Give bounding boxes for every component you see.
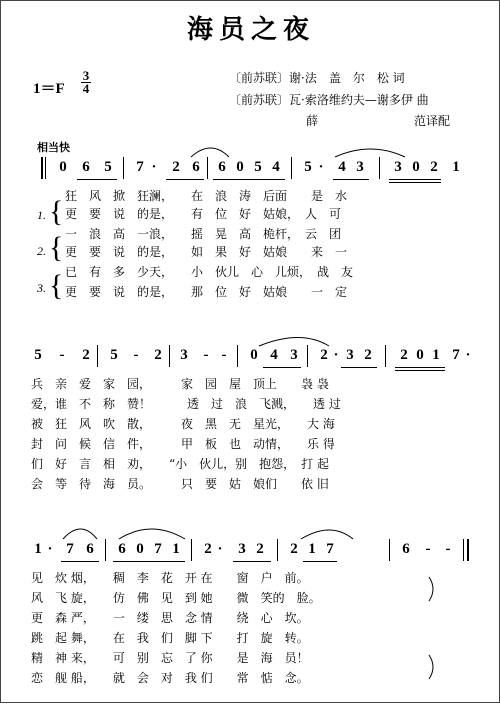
- note: 3: [180, 347, 188, 363]
- lyric-line: 狂 风 掀 狂澜， 在 浪 涛 后面 是 水: [65, 189, 348, 203]
- slurs: [1, 1, 500, 704]
- note: 0: [59, 159, 67, 175]
- note: 2: [172, 159, 180, 175]
- note: 5: [110, 347, 118, 363]
- dash: -: [445, 541, 451, 557]
- lyric-line: 兵 亲 爱 家 园， 家 园 屋 顶上 袅 袅: [31, 377, 329, 391]
- translator-credit: 薛 范译配: [306, 114, 451, 128]
- note: 2: [430, 159, 438, 175]
- lyric-line: 爱，谁 不 称 赞！ 透 过 浪 飞溅， 透 过: [31, 397, 341, 411]
- note: 3: [394, 159, 402, 175]
- note: 2: [204, 541, 212, 557]
- dash: -: [221, 347, 227, 363]
- composer-credit: 〔前苏联〕瓦·索洛维约夫—谢多伊 曲: [229, 93, 429, 107]
- verse-number: 1.: [37, 208, 46, 222]
- note: 0: [250, 347, 258, 363]
- note: 7: [66, 541, 74, 557]
- note: 2: [256, 541, 264, 557]
- brace: {: [49, 231, 64, 264]
- lyric-line: 恋 舰 船， 就 会 对 我 们 常 惦 念。: [31, 671, 309, 685]
- note: 4: [338, 159, 346, 175]
- lyric-line: 更 要 说 的是， 那 位 好 姑娘 一 定: [65, 285, 348, 299]
- note: 0: [136, 541, 144, 557]
- lyric-line: 被 狂 风 吹 散， 夜 黑 无 星光， 大 海: [31, 417, 335, 431]
- note: 1: [34, 541, 42, 557]
- lyric-line: 风 飞 旋， 仿 佛 见 到 她 微 笑的 脸。: [31, 591, 321, 605]
- lyric-line: 已 有 多 少天， 小 伙儿 心 儿烦， 战 友: [65, 265, 354, 279]
- dot: ·: [318, 159, 324, 175]
- dash: -: [203, 347, 209, 363]
- lyric-line: 精 神 来， 可 别 忘 了 你 是 海 员！: [31, 651, 309, 665]
- lyric-line: 见 炊 烟， 稠 李 花 开 在 窗 户 前。: [31, 571, 309, 585]
- note: 2: [82, 347, 90, 363]
- note: 0: [416, 347, 424, 363]
- note: 3: [290, 347, 298, 363]
- note: 0: [236, 159, 244, 175]
- note: 6: [402, 541, 410, 557]
- lyric-line: 会 等 待 海 员。 只 要 姑 娘们 依 旧: [31, 477, 329, 491]
- time-signature-bottom: 4: [82, 81, 90, 96]
- note: 7: [154, 541, 162, 557]
- note: 3: [346, 347, 354, 363]
- lyric-line: 更 要 说 的是， 有 位 好 姑娘， 人 可: [65, 207, 342, 221]
- note: 5: [34, 347, 42, 363]
- note: 4: [270, 347, 278, 363]
- dash: -: [425, 541, 431, 557]
- verse-number: 3.: [37, 281, 46, 295]
- note: 5: [254, 159, 262, 175]
- dot: ·: [217, 541, 223, 557]
- key-signature: 1＝F: [33, 81, 65, 97]
- tempo-marking: 相当快: [37, 141, 70, 154]
- dot: ·: [47, 541, 53, 557]
- note: 1: [308, 541, 316, 557]
- note: 2: [290, 541, 298, 557]
- lyric-line: 更 森 严， 一 缕 思 念 情 绕 心 坎。: [31, 611, 309, 625]
- lyric-line: 跳 起 舞， 在 我 们 脚 下 打 旋 转。: [31, 631, 309, 645]
- note: 7: [136, 159, 144, 175]
- brace: {: [49, 269, 64, 302]
- note: 1: [432, 347, 440, 363]
- dash: -: [59, 347, 65, 363]
- note: 6: [86, 541, 94, 557]
- note: 4: [272, 159, 280, 175]
- note: 3: [238, 541, 246, 557]
- dash: -: [133, 347, 139, 363]
- note: 1: [172, 541, 180, 557]
- song-title: 海员之夜: [186, 15, 315, 45]
- verse-number: 2.: [37, 244, 46, 258]
- dot: ·: [333, 347, 339, 363]
- note: 6: [82, 159, 90, 175]
- lyric-line: 更 要 说 的是， 如 果 好 姑娘 来 一: [65, 245, 348, 259]
- dot: ·: [151, 159, 157, 175]
- dot: ·: [465, 347, 471, 363]
- lyric-line: 们 好 言 相 劝， “小 伙儿，别 抱怨， 打 起: [31, 457, 329, 471]
- note: 3: [356, 159, 364, 175]
- lyric-line: 一 浪 高 一浪， 摇 晃 高 桅杆， 云 团: [65, 227, 342, 241]
- note: 6: [192, 159, 200, 175]
- brace: {: [49, 195, 64, 228]
- note: 1: [452, 159, 460, 175]
- note: 7: [452, 347, 460, 363]
- note: 5: [104, 159, 112, 175]
- note: 6: [118, 541, 126, 557]
- note: 5: [304, 159, 312, 175]
- note: 2: [400, 347, 408, 363]
- note: 6: [218, 159, 226, 175]
- note: 2: [154, 347, 162, 363]
- note: 0: [412, 159, 420, 175]
- lyricist-credit: 〔前苏联〕谢·法 盖 尔 松 词: [229, 71, 405, 85]
- note: 2: [320, 347, 328, 363]
- lyric-line: 封 问 候 信 件， 甲 板 也 动情， 乐 得: [31, 437, 335, 451]
- note: 2: [364, 347, 372, 363]
- time-signature-top: 3: [82, 68, 90, 83]
- note: 7: [326, 541, 334, 557]
